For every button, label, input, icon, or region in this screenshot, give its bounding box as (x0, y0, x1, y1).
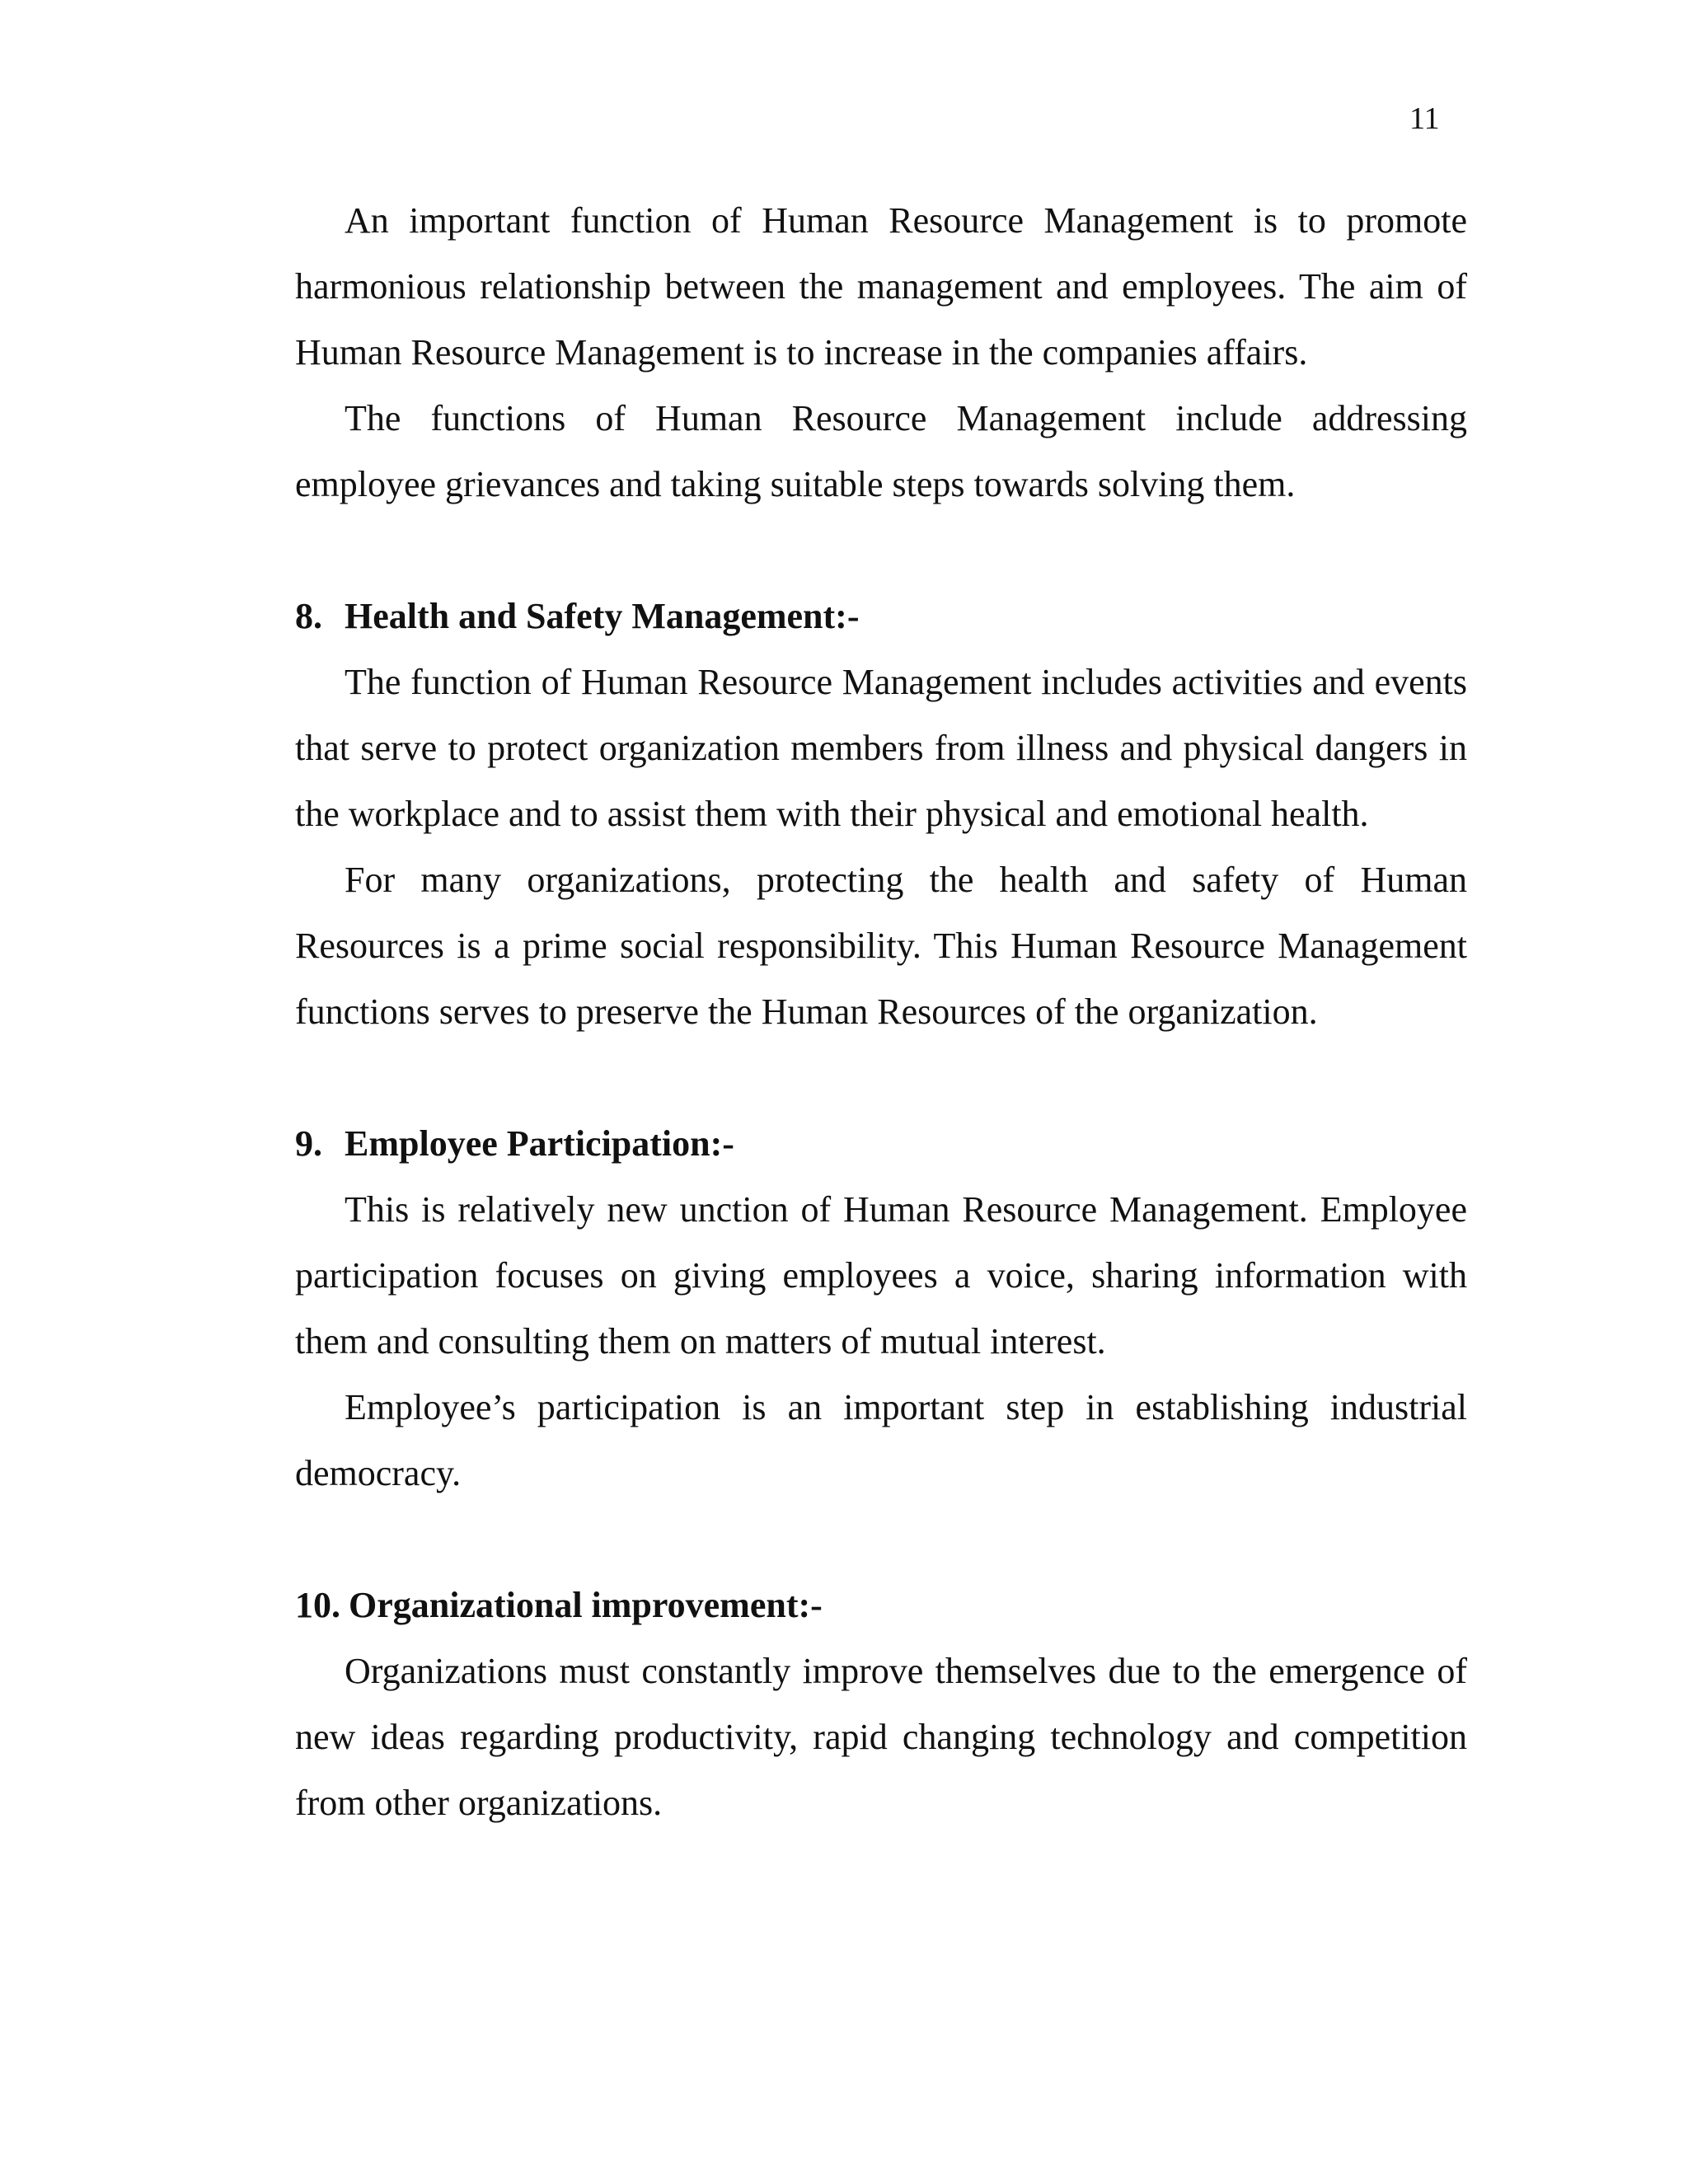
section-number: 8. (295, 596, 322, 636)
intro-paragraph-2: The functions of Human Resource Management include addressing employee grievances and taking suitable steps towards solving them. (295, 398, 1467, 504)
section-title: Health and Safety Management:- (345, 596, 860, 636)
health-safety-paragraph-1: The function of Human Resource Management includes activities and events that serve to protect organization members from illness and physical dangers in the workplace and to assist them with their physical and emotional health. (295, 662, 1467, 834)
intro-paragraph-1: An important function of Human Resource Management is to promote harmonious relationship between the management and employees. The aim of Human Resource Management is to increase in the companies affairs. (295, 200, 1467, 373)
section-heading-organizational-improvement (295, 1572, 1467, 1638)
employee-participation-paragraph-2: Employee’s participation is an important step in establishing industrial democracy. (295, 1387, 1467, 1493)
section-heading-health-safety (295, 583, 1467, 649)
section-title: Employee Participation:- (345, 1123, 734, 1164)
health-safety-paragraph-2: For many organizations, protecting the health and safety of Human Resources is a prime social responsibility. This Human Resource Management functions serves to preserve the Human Resources of the organization. (295, 860, 1467, 1032)
section-number: 10. (295, 1585, 340, 1625)
section-title: Organizational improvement:- (349, 1585, 823, 1625)
page-body (295, 188, 1467, 1836)
employee-participation-paragraph-1: This is relatively new unction of Human Resource Management. Employee participation focuses on giving employees a voice, sharing information with them and consulting them on matters of mutual interest. (295, 1189, 1467, 1361)
organizational-improvement-paragraph-1: Organizations must constantly improve themselves due to the emergence of new ideas regarding productivity, rapid changing technology and competition from other organizations. (295, 1651, 1467, 1823)
section-heading-employee-participation (295, 1111, 1467, 1177)
page-number: 11 (1409, 101, 1440, 136)
section-number: 9. (295, 1123, 322, 1164)
